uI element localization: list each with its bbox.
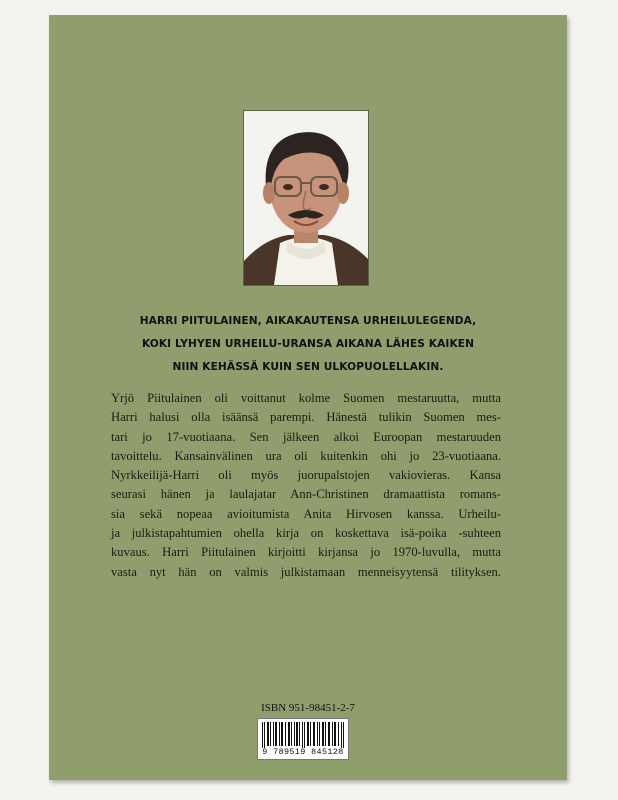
blurb-line: Harri halusi olla isäänsä parempi. Hänestä tulikin Suomen mes- [111,410,501,425]
blurb-line: vasta nyt hän on valmis julkistamaan menneisyytensä tilityksen. [111,564,501,579]
blurb-text [111,389,501,582]
tagline-line: KOKI LYHYEN URHEILU-URANSA AIKANA LÄHES KAIKEN [141,338,475,350]
blurb-line: tavoittelu. Kansainvälinen ura oli kuitenkin ohi jo 23-vuotiaana. [111,448,501,463]
blurb-line: seurasi hänen ja laulajatar Ann-Christinen dramaattista romans- [111,487,501,502]
blurb-line: kuvaus. Harri Piitulainen kirjoitti kirjansa jo 1970-luvulla, mutta [111,545,501,560]
barcode [257,718,349,760]
barcode-bars [261,722,345,748]
back-cover [49,15,567,780]
author-portrait [244,111,368,285]
tagline [49,310,567,379]
blurb-line: tari jo 17-vuotiaana. Sen jälkeen alkoi Euroopan mestaruuden [111,429,501,444]
blurb-line: Nyrkkeilijä-Harri oli myös juorupalstojen vakiovieras. Kansa [111,468,501,483]
tagline-line: NIIN KEHÄSSÄ KUIN SEN ULKOPUOLELLAKIN. [172,361,444,373]
blurb-line: sia sekä nopeaa avioitumista Anita Hirvosen kanssa. Urheilu- [111,506,501,521]
barcode-digits: 9 789519 845128 [262,747,344,757]
blurb-line: Yrjö Piitulainen oli voittanut kolme Suomen mestaruutta, mutta [111,391,501,405]
tagline-line: HARRI PIITULAINEN, AIKAKAUTENSA URHEILULEGENDA, [139,315,477,327]
isbn-label: ISBN 951-98451-2-7 [261,702,355,714]
blurb-line: ja julkistapahtumien ohella kirja on koskettava isä-poika -suhteen [111,526,501,541]
author-photo [243,110,369,286]
